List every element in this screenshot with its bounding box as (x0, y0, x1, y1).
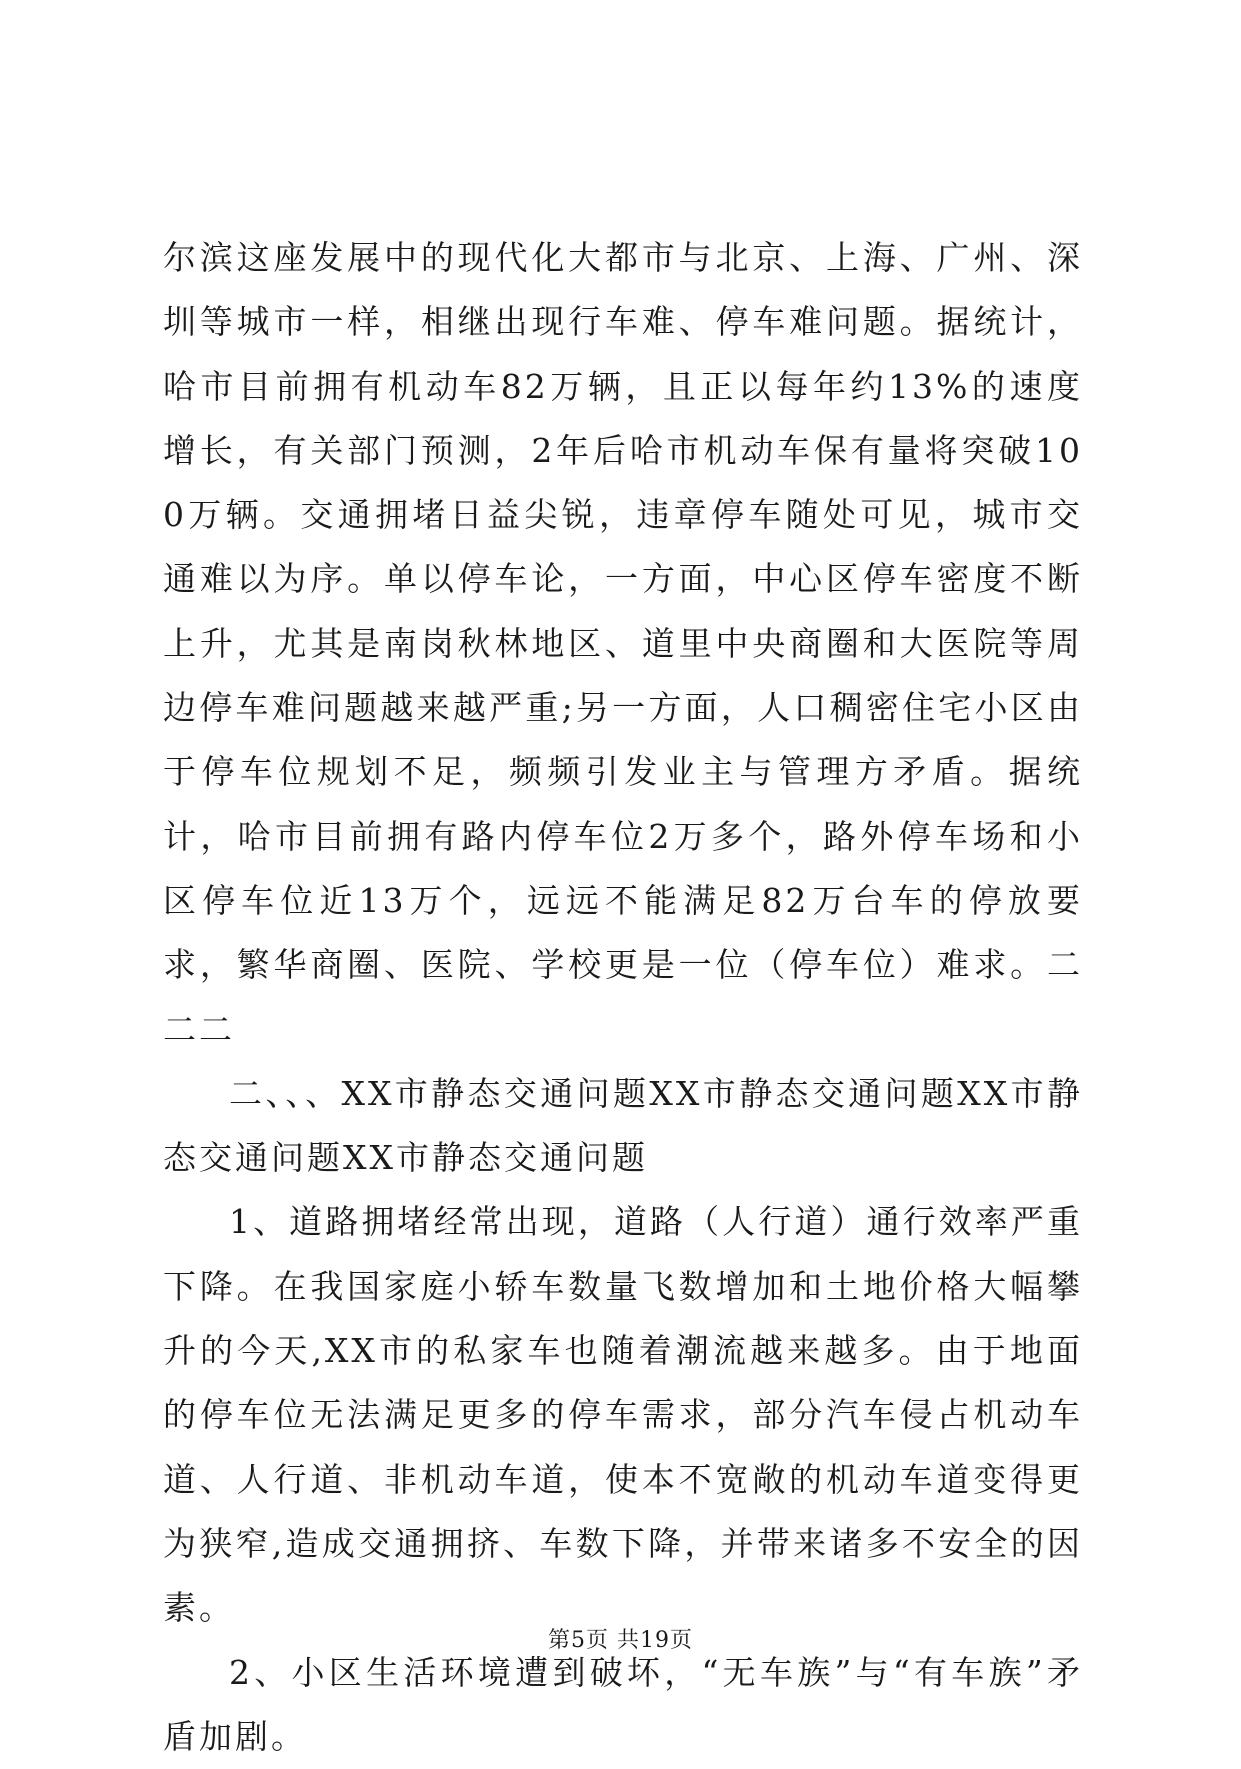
section-heading-static-traffic: 二、、、XX市静态交通问题XX市静态交通问题XX市静态交通问题XX市静态交通问题 (163, 1073, 1083, 1178)
paragraph-community-environment: 2、小区生活环境遭到破坏，“无车族”与“有车族”矛盾加剧。 (163, 1652, 1083, 1756)
paragraph-road-congestion: 1、道路拥堵经常出现，道路（人行道）通行效率严重下降。在我国家庭小轿车数量飞数增加和土地价格大幅攀升的今天,XX市的私家车也随着潮流越来越多。由于地面的停车位无法满足更多的停车需求，部分汽车侵占机动车道、人行道、非机动车道，使本不宽敞的机动车道变得更为狭窄,造成交通拥挤、车数下降，并带来诸多不安全的因素。 (163, 1202, 1083, 1628)
paragraph-parking-overview: 尔滨这座发展中的现代化大都市与北京、上海、广州、深圳等城市一样，相继出现行车难、停车难问题。据统计，哈市目前拥有机动车82万辆，且正以每年约13%的速度增长，有关部门预测，2年后哈市机动车保有量将突破100万辆。交通拥堵日益尖锐，违章停车随处可见，城市交通难以为序。单以停车论，一方面，中心区停车密度不断上升，尤其是南岗秋林地区、道里中央商圈和大医院等周边停车难问题越来越严重;另一方面，人口稠密住宅小区由于停车位规划不足，频频引发业主与管理方矛盾。据统计，哈市目前拥有路内停车位2万多个，路外停车场和小区停车位近13万个，远远不能满足82万台车的停放要求，繁华商圈、医院、学校更是一位（停车位）难求。二二二 (163, 238, 1083, 1049)
document-body (163, 226, 1083, 1769)
page-number-footer: 第5页 共19页 (548, 1628, 693, 1653)
